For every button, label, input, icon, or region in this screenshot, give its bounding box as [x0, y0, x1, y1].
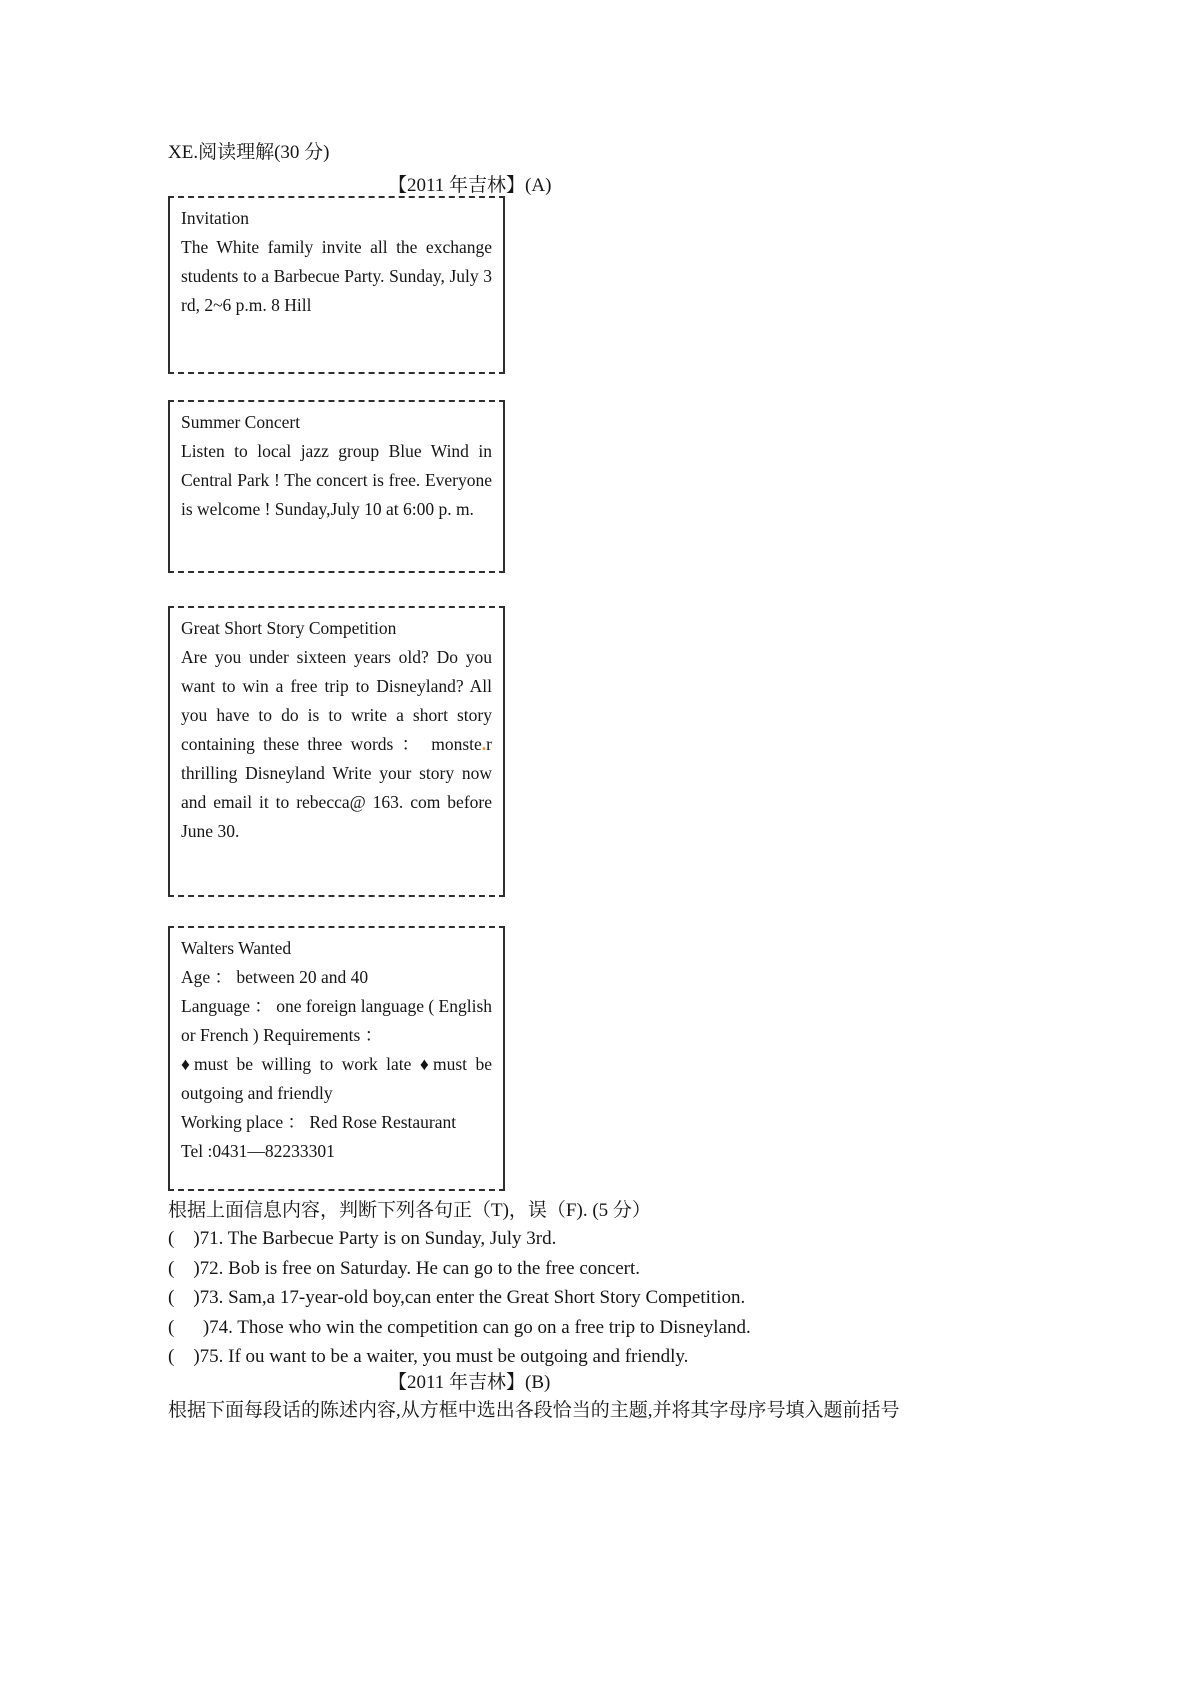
- waiters-line-language: Language ： one foreign language ( English: [181, 996, 493, 1016]
- waiters-line-bullets: ♦must be willing to work late ♦must be outgoing and friendly: [181, 1054, 492, 1103]
- notice-title-waiters-wanted: Walters Wanted: [181, 938, 292, 958]
- notice-title-invitation: Invitation: [181, 208, 250, 228]
- question-73: ( )73. Sam,a 17-year-old boy,can enter the Great Short Story Competition.: [168, 1287, 746, 1308]
- true-false-instruction: 根据上面信息内容，判断下列各句正（T)，误（F). (5 分）: [168, 1200, 651, 1221]
- waiters-line-age: Age ： between 20 and 40: [181, 967, 369, 987]
- section-heading: XE.阅读理解(30 分): [168, 142, 330, 163]
- notice-body-summer-concert: Listen to local jazz group Blue Wind in Central Park ! The concert is free. Everyone is welcome ! Sunday,July 10 at 6:00 p. m.: [181, 441, 492, 519]
- waiters-line-requirements: or French ) Requirements ：: [181, 1025, 383, 1045]
- story-body-part2: r thrilling Disneyland Write your story now and email it to rebecca@ 163. com before June 30.: [181, 734, 492, 841]
- notice-title-story-competition: Great Short Story Competition: [181, 618, 397, 638]
- notice-title-summer-concert: Summer Concert: [181, 412, 301, 432]
- orange-dot: .: [481, 734, 487, 754]
- question-list: [168, 1224, 751, 1372]
- story-body-part1: Are you under sixteen years old? Do you want to win a free trip to Disneyland? All you have to do is to write a short story containing these three words ： monste: [181, 647, 492, 754]
- question-71: ( )71. The Barbecue Party is on Sunday, July 3rd.: [168, 1228, 557, 1249]
- notice-body-invitation: The White family invite all the exchange students to a Barbecue Party. Sunday, July 3 rd, 2~6 p.m. 8 Hill: [181, 237, 492, 315]
- waiters-line-tel: Tel :0431—82233301: [181, 1141, 335, 1161]
- notice-box-waiters-wanted: [168, 926, 505, 1191]
- question-74: ( )74. Those who win the competition can go on a free trip to Disneyland.: [168, 1316, 751, 1338]
- notice-body-story-competition: [181, 643, 492, 846]
- section-b-instruction: 根据下面每段话的陈述内容,从方框中选出各段恰当的主题,并将其字母序号填入题前括号: [168, 1400, 900, 1421]
- notice-body-waiters-wanted: [181, 963, 492, 1166]
- source-title-b: 【2011 年吉林】(B): [388, 1372, 551, 1393]
- question-72: ( )72. Bob is free on Saturday. He can go to the free concert.: [168, 1257, 641, 1279]
- source-title-a: 【2011 年吉林】(A): [388, 175, 552, 196]
- notice-box-summer-concert: [168, 400, 505, 573]
- notice-box-story-competition: [168, 606, 505, 897]
- waiters-line-working-place: Working place ： Red Rose Restaurant: [181, 1112, 457, 1132]
- question-75: ( )75. If ou want to be a waiter, you must be outgoing and friendly.: [168, 1346, 689, 1367]
- notice-box-invitation: [168, 196, 505, 374]
